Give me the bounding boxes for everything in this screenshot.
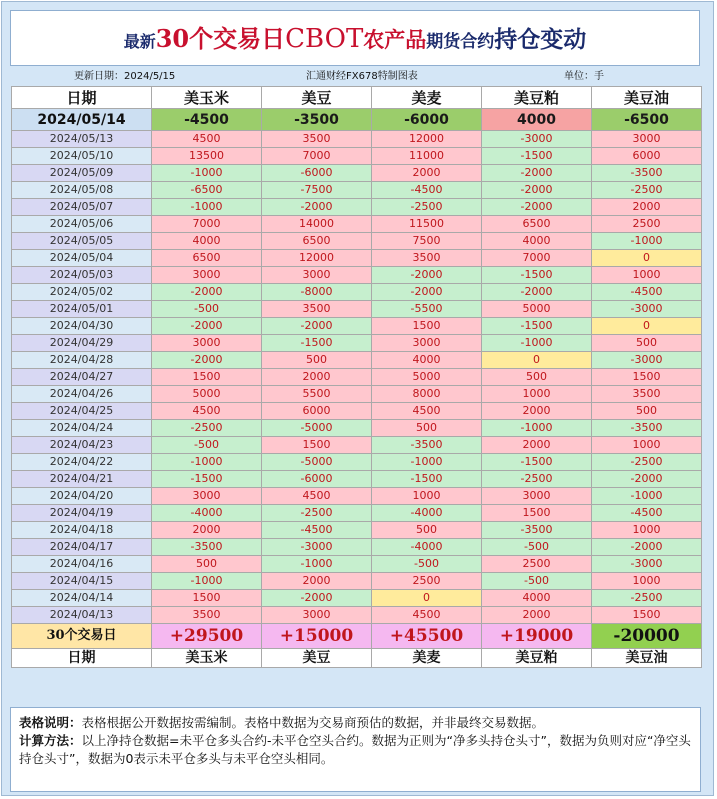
row-value: 7000 (152, 216, 262, 233)
row-value: -500 (152, 301, 262, 318)
row-value: 1000 (482, 386, 592, 403)
row-value: 13500 (152, 148, 262, 165)
row-date: 2024/05/13 (12, 131, 152, 148)
row-date: 2024/04/28 (12, 352, 152, 369)
row-date: 2024/04/27 (12, 369, 152, 386)
row-date: 2024/04/15 (12, 573, 152, 590)
row-value: 2500 (372, 573, 482, 590)
column-header: 美豆油 (592, 87, 702, 109)
row-date: 2024/04/21 (12, 471, 152, 488)
row-value: 3500 (262, 131, 372, 148)
row-value: -1000 (482, 335, 592, 352)
table-row (12, 522, 702, 539)
summary-value: -20000 (592, 624, 702, 649)
table-row (12, 607, 702, 624)
title-part-latest: 最新 (123, 32, 156, 51)
row-value: 2000 (262, 369, 372, 386)
table-row (12, 420, 702, 437)
row-value: 4500 (372, 607, 482, 624)
row-value: 1000 (372, 488, 482, 505)
row-value: 3000 (262, 267, 372, 284)
table-row (12, 386, 702, 403)
row-value: 1000 (592, 267, 702, 284)
row-value: 500 (372, 522, 482, 539)
row-value: -500 (482, 573, 592, 590)
row-value: -1500 (372, 471, 482, 488)
row-value: 2000 (262, 573, 372, 590)
table-row (12, 471, 702, 488)
update-date: 更新日期：2024/5/15 (74, 71, 176, 82)
row-value: -1000 (372, 454, 482, 471)
note-description-label: 表格说明： (19, 715, 82, 730)
row-value: 12000 (372, 131, 482, 148)
row-value: -1500 (482, 454, 592, 471)
row-value: -3000 (482, 131, 592, 148)
row-date: 2024/04/24 (12, 420, 152, 437)
row-value: -1000 (152, 165, 262, 182)
row-value: -8000 (262, 284, 372, 301)
latest-value: -6500 (592, 109, 702, 131)
row-value: 7500 (372, 233, 482, 250)
row-value: -6000 (262, 471, 372, 488)
row-value: 1500 (592, 607, 702, 624)
latest-value: -4500 (152, 109, 262, 131)
row-date: 2024/04/19 (12, 505, 152, 522)
row-value: -2000 (262, 318, 372, 335)
table-row (12, 250, 702, 267)
source-label: 汇通财经FX678特制图表 (306, 71, 418, 82)
note-method-text: 以上净持仓数据=未平仓多头合约-未平仓空头合约。数据为正则为“净多头持仓头寸”，数据为负则对应“净空头持仓头寸”，数据为0表示未平仓多头与未平仓空头相同。 (19, 733, 691, 766)
row-value: -2000 (482, 284, 592, 301)
row-value: -4000 (152, 505, 262, 522)
row-date: 2024/05/04 (12, 250, 152, 267)
table-row (12, 539, 702, 556)
row-value: -2500 (262, 505, 372, 522)
title-part-agri: 农产品 (363, 27, 427, 52)
row-value: -1500 (482, 148, 592, 165)
footer-column-header: 美豆粕 (482, 649, 592, 668)
row-value: 4000 (152, 233, 262, 250)
row-value: 2000 (482, 403, 592, 420)
table-row (12, 505, 702, 522)
row-value: -4500 (592, 284, 702, 301)
row-value: -500 (372, 556, 482, 573)
row-value: 3500 (592, 386, 702, 403)
row-value: 5000 (152, 386, 262, 403)
row-value: -3000 (262, 539, 372, 556)
row-value: 3500 (372, 250, 482, 267)
column-header: 美麦 (372, 87, 482, 109)
row-value: 2000 (152, 522, 262, 539)
table-row (12, 369, 702, 386)
row-value: 4500 (152, 131, 262, 148)
note-method (19, 732, 692, 768)
row-value: 4500 (262, 488, 372, 505)
table-row (12, 335, 702, 352)
table-row (12, 318, 702, 335)
row-value: 1500 (592, 369, 702, 386)
row-value: 500 (592, 335, 702, 352)
table-row (12, 573, 702, 590)
row-date: 2024/05/07 (12, 199, 152, 216)
row-value: -4000 (372, 539, 482, 556)
row-date: 2024/04/29 (12, 335, 152, 352)
table-row (12, 403, 702, 420)
title-part-cbot: CBOT (285, 24, 364, 54)
row-value: -1500 (482, 318, 592, 335)
row-value: -4000 (372, 505, 482, 522)
row-value: 11000 (372, 148, 482, 165)
row-date: 2024/04/17 (12, 539, 152, 556)
title-part-days: 30个交易日 (155, 24, 286, 53)
row-value: 4000 (372, 352, 482, 369)
row-value: 3500 (152, 607, 262, 624)
row-value: -2000 (262, 199, 372, 216)
row-value: -3000 (592, 556, 702, 573)
footer-column-header: 美豆 (262, 649, 372, 668)
row-date: 2024/04/23 (12, 437, 152, 454)
table-row (12, 284, 702, 301)
row-value: 1500 (482, 505, 592, 522)
row-value: -2000 (482, 165, 592, 182)
row-date: 2024/04/18 (12, 522, 152, 539)
table-row (12, 182, 702, 199)
row-value: -2000 (592, 539, 702, 556)
footer-column-header: 美麦 (372, 649, 482, 668)
summary-value: +15000 (262, 624, 372, 649)
row-value: -500 (152, 437, 262, 454)
row-value: 5000 (372, 369, 482, 386)
table-row (12, 216, 702, 233)
row-value: 3000 (592, 131, 702, 148)
row-value: 1000 (592, 522, 702, 539)
table-row (12, 233, 702, 250)
row-value: -2000 (482, 182, 592, 199)
note-method-label: 计算方法： (19, 733, 82, 748)
position-table (11, 86, 702, 668)
row-value: 7000 (482, 250, 592, 267)
row-date: 2024/04/26 (12, 386, 152, 403)
summary-value: +29500 (152, 624, 262, 649)
row-value: 3000 (262, 607, 372, 624)
row-value: -1500 (262, 335, 372, 352)
row-value: -5000 (262, 420, 372, 437)
row-date: 2024/04/14 (12, 590, 152, 607)
header-row (12, 87, 702, 109)
row-value: -1000 (262, 556, 372, 573)
row-value: 1500 (152, 590, 262, 607)
row-value: -1000 (592, 233, 702, 250)
row-value: 4500 (152, 403, 262, 420)
footer-column-header: 日期 (12, 649, 152, 668)
column-header: 美豆粕 (482, 87, 592, 109)
row-date: 2024/05/08 (12, 182, 152, 199)
row-value: -2000 (152, 352, 262, 369)
row-value: -2500 (592, 590, 702, 607)
row-value: 500 (592, 403, 702, 420)
row-date: 2024/04/25 (12, 403, 152, 420)
row-value: 2000 (482, 437, 592, 454)
row-value: -3000 (592, 352, 702, 369)
footer-header-row (12, 649, 702, 668)
row-value: 500 (152, 556, 262, 573)
row-value: 3500 (262, 301, 372, 318)
row-value: 500 (372, 420, 482, 437)
row-value: 5000 (482, 301, 592, 318)
row-value: -2000 (152, 318, 262, 335)
row-value: -1000 (152, 454, 262, 471)
latest-value: -3500 (262, 109, 372, 131)
table-row (12, 148, 702, 165)
row-value: 6000 (262, 403, 372, 420)
row-value: 11500 (372, 216, 482, 233)
summary-row (12, 624, 702, 649)
row-value: 3000 (152, 488, 262, 505)
table-row (12, 165, 702, 182)
column-header: 日期 (12, 87, 152, 109)
row-date: 2024/04/22 (12, 454, 152, 471)
row-date: 2024/04/13 (12, 607, 152, 624)
row-value: -3500 (482, 522, 592, 539)
row-value: -1500 (482, 267, 592, 284)
title-part-position: 持仓变动 (494, 26, 587, 53)
row-value: 0 (592, 250, 702, 267)
row-date: 2024/04/20 (12, 488, 152, 505)
row-value: -2000 (262, 590, 372, 607)
row-value: -2500 (152, 420, 262, 437)
row-value: -2500 (592, 182, 702, 199)
row-value: 6500 (152, 250, 262, 267)
row-value: 6500 (482, 216, 592, 233)
row-value: 500 (262, 352, 372, 369)
row-value: 2500 (482, 556, 592, 573)
row-value: -2000 (372, 284, 482, 301)
table-row (12, 352, 702, 369)
latest-value: 4000 (482, 109, 592, 131)
row-date: 2024/05/10 (12, 148, 152, 165)
table-row (12, 556, 702, 573)
table-row (12, 590, 702, 607)
row-value: -2500 (592, 454, 702, 471)
row-date: 2024/05/09 (12, 165, 152, 182)
note-description (19, 714, 692, 732)
footer-column-header: 美玉米 (152, 649, 262, 668)
row-value: 3000 (372, 335, 482, 352)
row-value: -4500 (262, 522, 372, 539)
summary-value: +19000 (482, 624, 592, 649)
row-value: 0 (482, 352, 592, 369)
row-value: -4500 (592, 505, 702, 522)
row-value: -2000 (372, 267, 482, 284)
row-value: -1000 (152, 199, 262, 216)
row-value: -3500 (592, 420, 702, 437)
latest-date: 2024/05/14 (12, 109, 152, 131)
latest-row (12, 109, 702, 131)
row-value: -2500 (482, 471, 592, 488)
summary-label: 30个交易日 (12, 624, 152, 649)
row-value: 14000 (262, 216, 372, 233)
row-date: 2024/04/30 (12, 318, 152, 335)
row-value: 1000 (592, 573, 702, 590)
row-date: 2024/05/05 (12, 233, 152, 250)
row-value: -500 (482, 539, 592, 556)
row-value: 1500 (262, 437, 372, 454)
row-value: 3000 (152, 267, 262, 284)
note-description-text: 表格根据公开数据按需编制。表格中数据为交易商预估的数据，并非最终交易数据。 (81, 715, 545, 730)
row-value: -2500 (372, 199, 482, 216)
row-value: -5500 (372, 301, 482, 318)
row-value: -1500 (152, 471, 262, 488)
table-row (12, 131, 702, 148)
row-value: -3500 (592, 165, 702, 182)
row-value: 1000 (592, 437, 702, 454)
row-value: -4500 (372, 182, 482, 199)
table-row (12, 199, 702, 216)
table-row (12, 454, 702, 471)
row-value: 500 (482, 369, 592, 386)
row-value: 0 (592, 318, 702, 335)
row-value: -3500 (372, 437, 482, 454)
row-value: -6000 (262, 165, 372, 182)
table-body (12, 87, 702, 668)
table-row (12, 267, 702, 284)
row-value: 6000 (592, 148, 702, 165)
page-title (10, 10, 700, 66)
row-value: 4500 (372, 403, 482, 420)
unit-label: 单位：手 (564, 71, 604, 82)
row-value: -5000 (262, 454, 372, 471)
footer-column-header: 美豆油 (592, 649, 702, 668)
row-value: -2000 (482, 199, 592, 216)
row-value: 3000 (482, 488, 592, 505)
row-value: -2000 (152, 284, 262, 301)
row-value: 4000 (482, 233, 592, 250)
row-value: 7000 (262, 148, 372, 165)
row-value: -1000 (152, 573, 262, 590)
row-value: -3500 (152, 539, 262, 556)
column-header: 美玉米 (152, 87, 262, 109)
row-value: 2000 (482, 607, 592, 624)
row-value: -1000 (592, 488, 702, 505)
row-date: 2024/05/03 (12, 267, 152, 284)
row-value: 6500 (262, 233, 372, 250)
row-value: 1500 (372, 318, 482, 335)
table-row (12, 488, 702, 505)
row-value: -2000 (592, 471, 702, 488)
row-value: -3000 (592, 301, 702, 318)
row-value: 3000 (152, 335, 262, 352)
row-date: 2024/05/06 (12, 216, 152, 233)
row-value: -7500 (262, 182, 372, 199)
row-value: 1500 (152, 369, 262, 386)
row-value: 2000 (592, 199, 702, 216)
row-value: 4000 (482, 590, 592, 607)
row-date: 2024/05/01 (12, 301, 152, 318)
row-value: 12000 (262, 250, 372, 267)
table-row (12, 437, 702, 454)
row-value: 2500 (592, 216, 702, 233)
column-header: 美豆 (262, 87, 372, 109)
row-value: -6500 (152, 182, 262, 199)
latest-value: -6000 (372, 109, 482, 131)
row-value: -1000 (482, 420, 592, 437)
summary-value: +45500 (372, 624, 482, 649)
table-row (12, 301, 702, 318)
row-value: 0 (372, 590, 482, 607)
title-part-futures: 期货合约 (426, 32, 495, 52)
row-value: 5500 (262, 386, 372, 403)
row-date: 2024/05/02 (12, 284, 152, 301)
notes-box (10, 707, 701, 792)
row-date: 2024/04/16 (12, 556, 152, 573)
row-value: 2000 (372, 165, 482, 182)
row-value: 8000 (372, 386, 482, 403)
